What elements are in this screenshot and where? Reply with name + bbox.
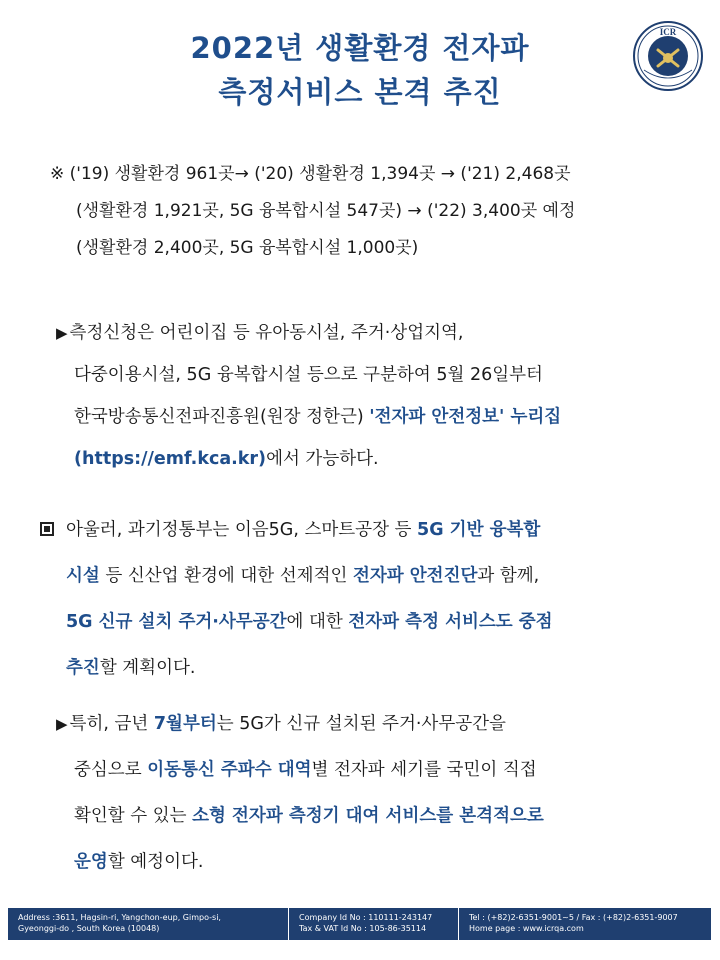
triangle-bullet-icon: ▶ bbox=[56, 715, 68, 733]
para3-highlight: 소형 전자파 측정기 대여 서비스를 본격적으로 bbox=[192, 806, 544, 826]
title-line-1: 2022년 생활환경 전자파 bbox=[190, 31, 530, 65]
para3-text: 중심으로 bbox=[74, 760, 148, 780]
company-id: Company Id No : 110111-243147 bbox=[299, 913, 433, 922]
square-bullet-icon bbox=[40, 522, 54, 536]
para2-text: 할 계획이다. bbox=[99, 658, 196, 678]
note-line-1: ※ ('19) 생활환경 961곳→ ('20) 생활환경 1,394곳 → ('21) 2,468곳 bbox=[50, 164, 571, 184]
para3-highlight: 7월부터 bbox=[153, 714, 217, 734]
note-line-2: (생활환경 1,921곳, 5G 융복합시설 547곳) → ('22) 3,400곳 예정 bbox=[76, 201, 576, 221]
para3-highlight: 이동통신 주파수 대역 bbox=[147, 760, 312, 780]
para3-highlight: 운영 bbox=[74, 852, 108, 872]
para1-line-4: 에서 가능하다. bbox=[266, 449, 379, 469]
para1-line-2: 다중이용시설, 5G 융복합시설 등으로 구분하여 5월 26일부터 bbox=[74, 365, 543, 385]
para2-text: 아울러, 과기정통부는 이음5G, 스마트공장 등 bbox=[66, 520, 418, 540]
address-line-2: Gyeonggi-do , South Korea (10048) bbox=[18, 924, 160, 933]
para3-text: 확인할 수 있는 bbox=[74, 806, 193, 826]
para2-highlight: 추진 bbox=[66, 658, 100, 678]
phone-fax: Tel : (+82)2-6351-9001~5 / Fax : (+82)2-6351-9007 bbox=[469, 913, 678, 922]
para2-text: 에 대한 bbox=[286, 612, 349, 632]
para3-text: 는 5G가 신규 설치된 주거·사무공간을 bbox=[216, 714, 506, 734]
para2-highlight: 전자파 안전진단 bbox=[352, 566, 478, 586]
para2-text: 등 신산업 환경에 대한 선제적인 bbox=[99, 566, 353, 586]
triangle-bullet-icon: ▶ bbox=[56, 324, 68, 342]
para2-highlight: 5G 기반 융복합 bbox=[417, 520, 541, 540]
para2-highlight: 시설 bbox=[66, 566, 100, 586]
address-line-1: Address :3611, Hagsin-ri, Yangchon-eup, Gimpo-si, bbox=[18, 913, 221, 922]
paragraph-rental-service bbox=[56, 701, 544, 885]
statistics-note bbox=[50, 156, 690, 267]
footer-bar bbox=[8, 908, 711, 940]
footer-ids bbox=[288, 908, 458, 940]
para3-text: 할 예정이다. bbox=[107, 852, 204, 872]
website-url-link[interactable]: (https://emf.kca.kr) bbox=[74, 449, 267, 469]
note-line-3: (생활환경 2,400곳, 5G 융복합시설 1,000곳) bbox=[76, 238, 419, 258]
para2-text: 과 함께, bbox=[477, 566, 540, 586]
paragraph-plan bbox=[40, 507, 553, 691]
footer-contact bbox=[458, 908, 711, 940]
logo-text: ICR bbox=[659, 27, 677, 37]
icr-seal-logo-icon bbox=[632, 20, 704, 92]
para2-highlight: 전자파 측정 서비스도 중점 bbox=[348, 612, 553, 632]
website-name: '전자파 안전정보' 누리집 bbox=[369, 407, 562, 427]
paragraph-application bbox=[56, 312, 561, 480]
homepage-link[interactable]: Home page : www.icrqa.com bbox=[469, 924, 584, 933]
para2-highlight: 5G 신규 설치 주거·사무공간 bbox=[66, 612, 287, 632]
title-line-2: 측정서비스 본격 추진 bbox=[218, 75, 502, 109]
para3-text: 특히, 금년 bbox=[69, 714, 154, 734]
para1-line-1: 측정신청은 어린이집 등 유아동시설, 주거·상업지역, bbox=[69, 323, 464, 343]
para1-line-3: 한국방송통신전파진흥원(원장 정한근) bbox=[74, 407, 370, 427]
vat-id: Tax & VAT Id No : 105-86-35114 bbox=[299, 924, 427, 933]
para3-text: 별 전자파 세기를 국민이 직접 bbox=[311, 760, 537, 780]
page-title bbox=[60, 26, 660, 114]
footer-address bbox=[8, 908, 288, 940]
